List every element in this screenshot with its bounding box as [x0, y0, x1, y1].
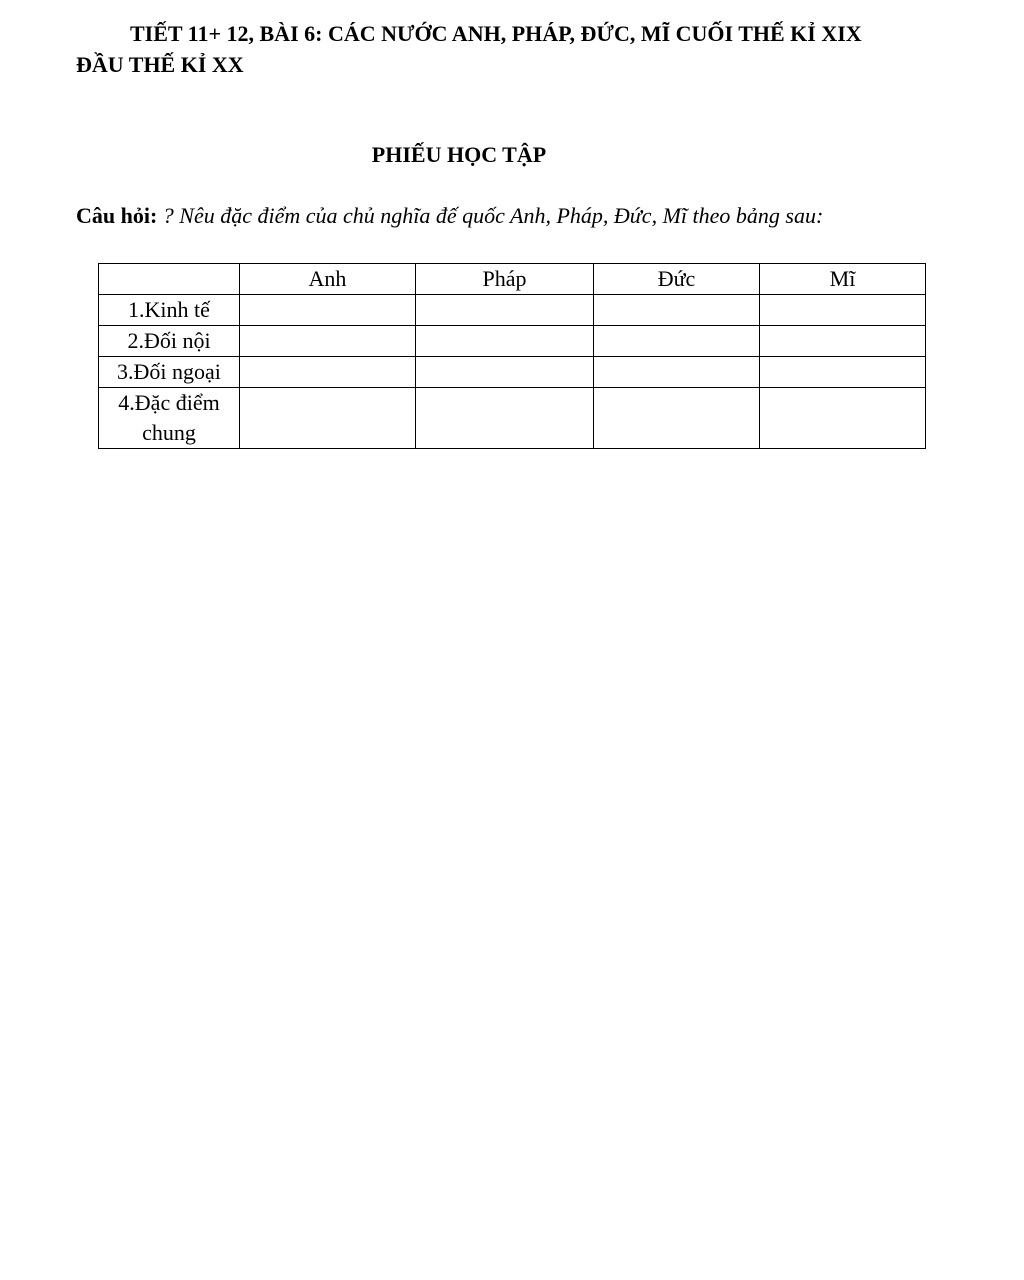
lesson-title-line-2: ĐẦU THẾ KỈ XX — [76, 52, 244, 77]
table-cell[interactable] — [416, 357, 594, 388]
table-header-row — [99, 264, 926, 295]
table-cell[interactable] — [240, 295, 416, 326]
lesson-title — [76, 18, 936, 80]
header-cell-duc: Đức — [594, 264, 760, 295]
table-cell[interactable] — [240, 388, 416, 449]
table-cell[interactable] — [240, 326, 416, 357]
table-cell[interactable] — [760, 357, 926, 388]
row-label-dac-diem-chung: 4.Đặc điểm chung — [99, 388, 240, 449]
header-cell-corner — [99, 264, 240, 295]
table-cell[interactable] — [594, 357, 760, 388]
table-cell[interactable] — [760, 388, 926, 449]
table-cell[interactable] — [594, 326, 760, 357]
table-cell[interactable] — [416, 388, 594, 449]
table-cell[interactable] — [416, 326, 594, 357]
question-label: Câu hỏi: — [76, 203, 158, 228]
table-row — [99, 326, 926, 357]
worksheet-heading: PHIẾU HỌC TẬP — [371, 142, 547, 167]
table-row — [99, 357, 926, 388]
table-cell[interactable] — [240, 357, 416, 388]
table-cell[interactable] — [416, 295, 594, 326]
table-cell[interactable] — [760, 326, 926, 357]
question — [76, 202, 976, 230]
table-row — [99, 388, 926, 449]
table-cell[interactable] — [760, 295, 926, 326]
header-cell-mi: Mĩ — [760, 264, 926, 295]
question-text: ? Nêu đặc điểm của chủ nghĩa đế quốc Anh, Pháp, Đức, Mĩ theo bảng sau: — [157, 203, 824, 228]
header-cell-phap: Pháp — [416, 264, 594, 295]
row-label-kinh-te: 1.Kinh tế — [99, 295, 240, 326]
comparison-table — [98, 263, 926, 449]
row-label-doi-ngoai: 3.Đối ngoại — [99, 357, 240, 388]
table-row — [99, 295, 926, 326]
lesson-title-line-1: TIẾT 11+ 12, BÀI 6: CÁC NƯỚC ANH, PHÁP, ĐỨC, MĨ CUỐI THẾ KỈ XIX — [130, 21, 862, 46]
header-cell-anh: Anh — [240, 264, 416, 295]
table-cell[interactable] — [594, 295, 760, 326]
row-label-doi-noi: 2.Đối nội — [99, 326, 240, 357]
table-cell[interactable] — [594, 388, 760, 449]
